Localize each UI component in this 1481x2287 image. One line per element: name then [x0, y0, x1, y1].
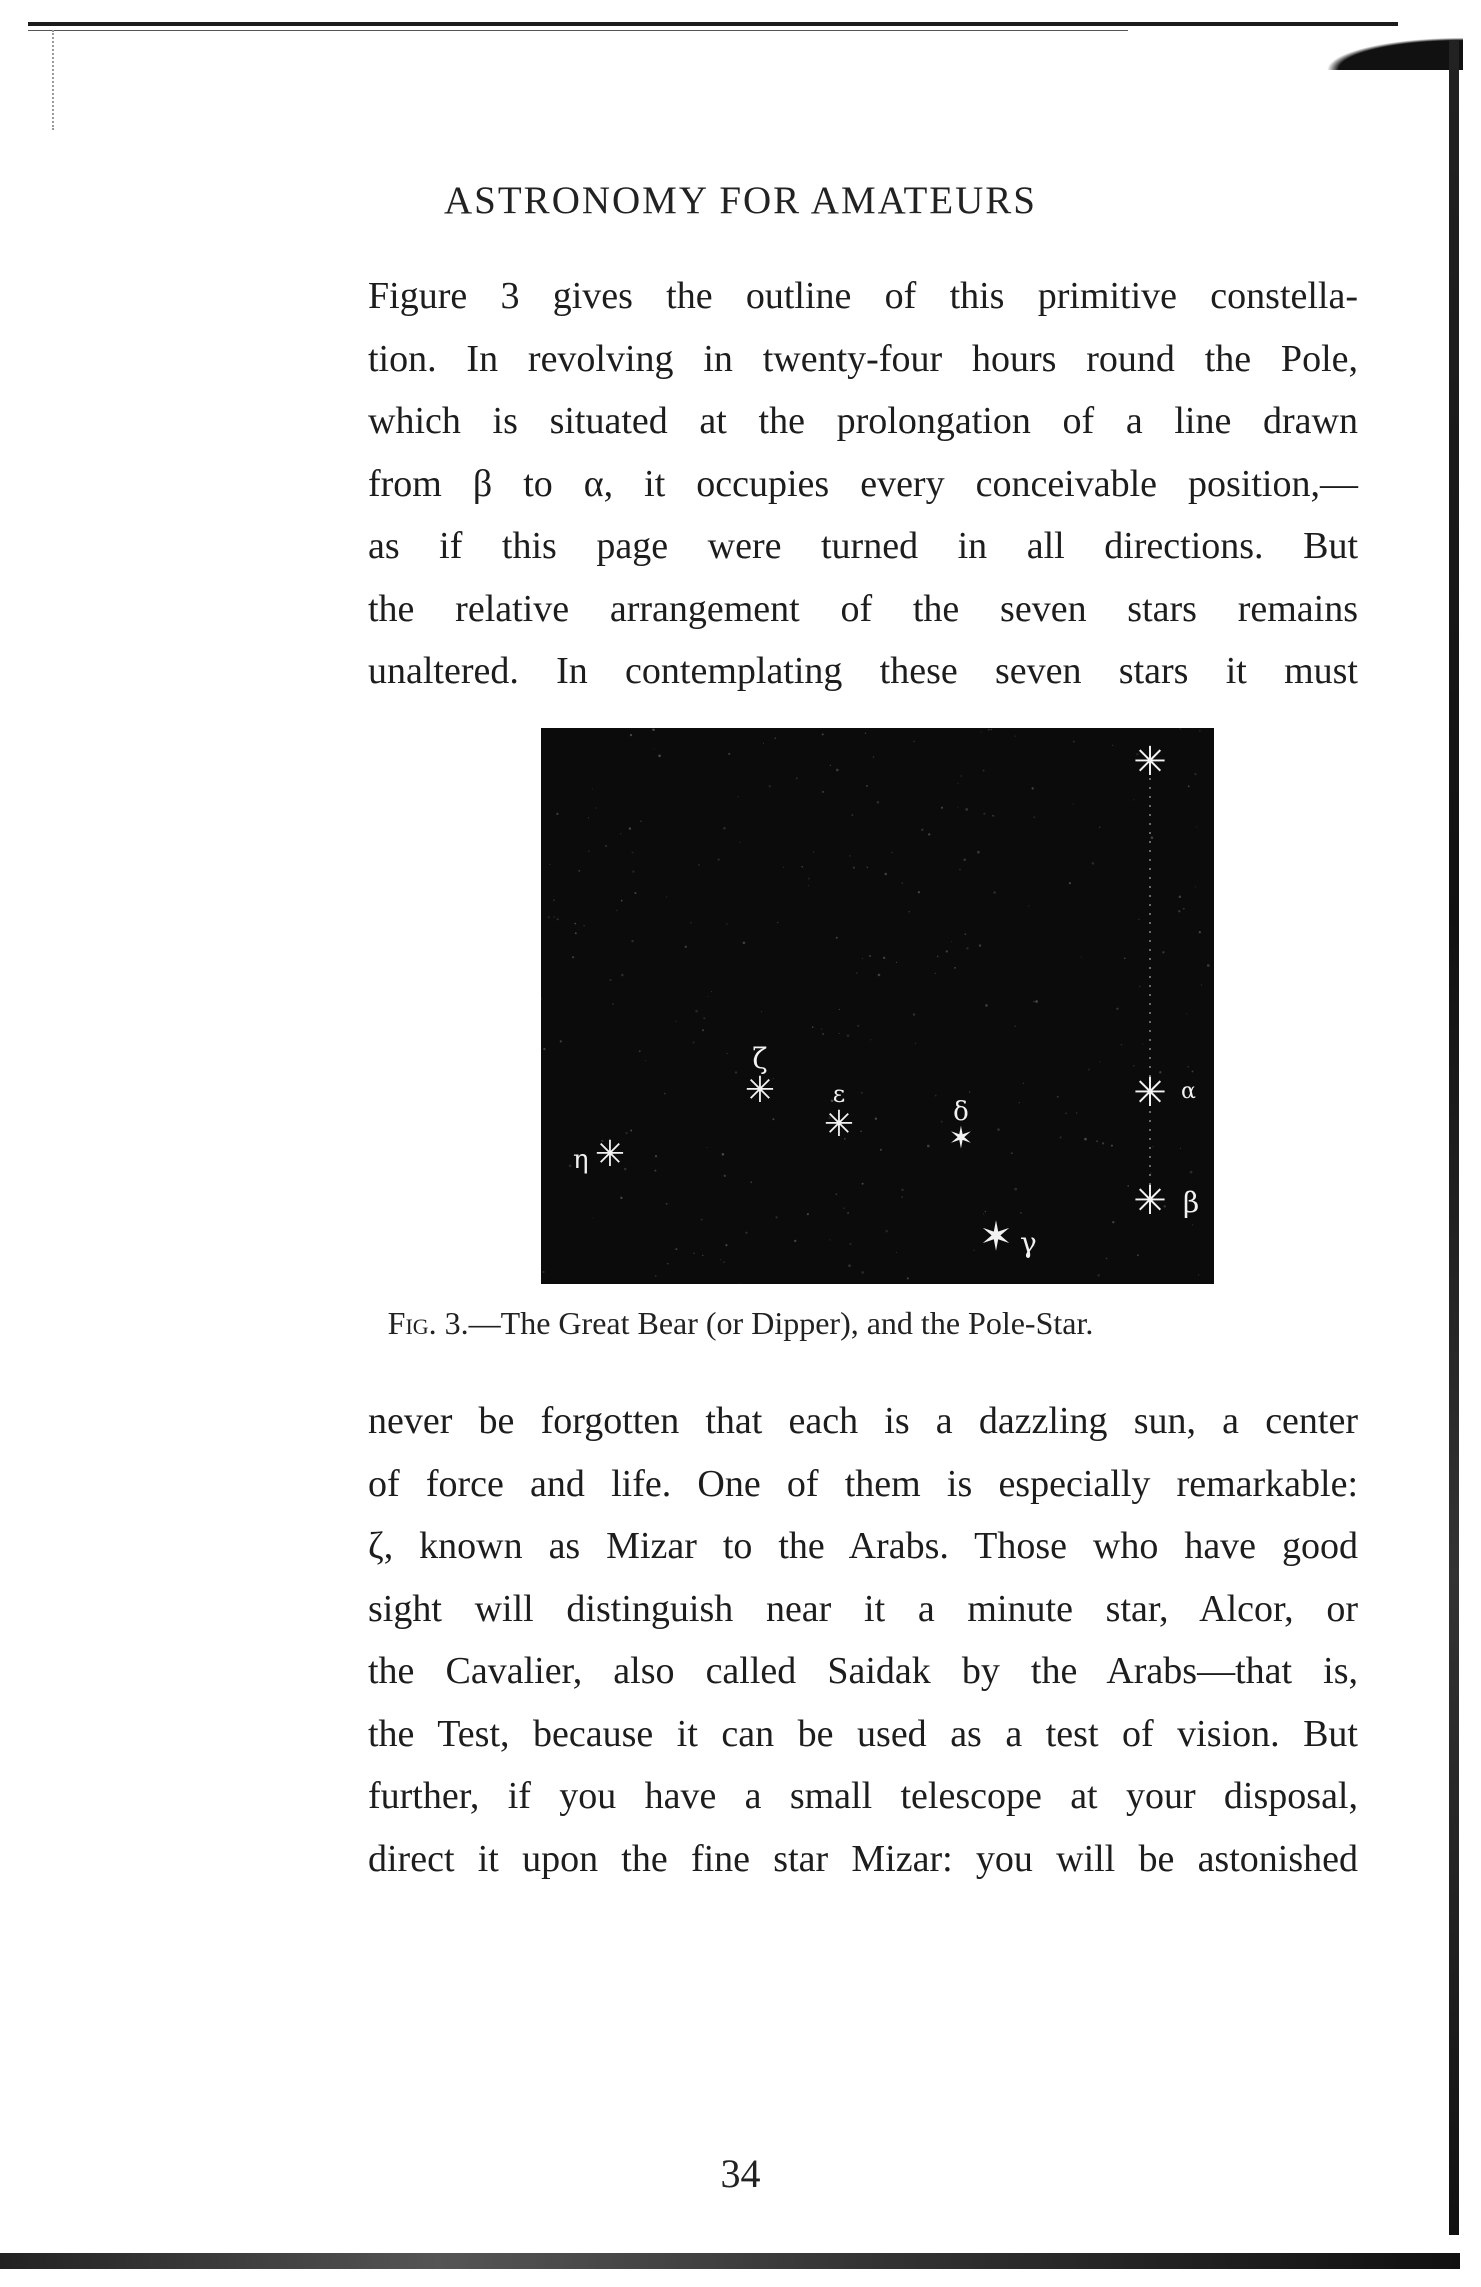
dust-speck [1180, 728, 1182, 730]
dust-speck [630, 734, 632, 736]
dust-speck [847, 1212, 849, 1214]
dust-speck [1106, 1258, 1108, 1260]
dust-speck [884, 873, 887, 876]
scan-top-rule-thin [28, 30, 1128, 31]
dust-speck [1192, 1224, 1193, 1225]
scan-bottom-edge [0, 2253, 1460, 2269]
dust-speck [578, 870, 580, 872]
dust-speck [745, 1232, 747, 1234]
dust-speck [981, 732, 982, 733]
dust-speck [777, 922, 778, 923]
eta-star-icon: ✳ [594, 1134, 626, 1175]
dust-speck [1150, 1173, 1151, 1174]
star-chart [541, 728, 1214, 1284]
dust-speck [723, 827, 726, 830]
dust-speck [666, 1203, 668, 1205]
dust-speck [1199, 730, 1200, 731]
dust-speck [621, 974, 624, 977]
text-line: unaltered. In contemplating these seven stars it must [368, 650, 1358, 692]
dust-speck [1023, 1083, 1024, 1084]
dust-speck [703, 1017, 705, 1019]
dust-speck [1186, 1013, 1187, 1014]
dust-speck [711, 991, 712, 992]
text-line: Figure 3 gives the outline of this primitive constella- [368, 275, 1358, 317]
dust-speck [726, 1053, 727, 1054]
running-title: ASTRONOMY FOR AMATEURS [444, 179, 1037, 222]
dust-speck [853, 867, 855, 869]
dust-speck [1084, 1138, 1087, 1141]
dust-speck [870, 1039, 871, 1040]
dust-speck [873, 756, 875, 758]
dust-speck [794, 1240, 796, 1242]
dust-speck [966, 947, 969, 950]
dust-speck [1196, 826, 1197, 827]
dust-speck [909, 911, 910, 912]
figure-caption [0, 1305, 1481, 1342]
dust-speck [1192, 1070, 1194, 1072]
text-line: direct it upon the fine star Mizar: you will be astonished [368, 1837, 1358, 1880]
text-line: the relative arrangement of the seven stars remains [368, 587, 1358, 630]
dust-speck [973, 1250, 974, 1251]
dust-speck [1116, 1008, 1118, 1010]
dust-speck [1014, 735, 1015, 736]
dust-speck [960, 775, 962, 777]
dust-speck [631, 940, 633, 942]
dust-speck [1065, 1113, 1066, 1114]
beta-label: β [1183, 1186, 1200, 1219]
dust-speck [702, 1029, 704, 1031]
dust-speck [1127, 1185, 1129, 1187]
text-line: sight will distinguish near it a minute star, Alcor, or [368, 1587, 1358, 1630]
dust-speck [652, 728, 655, 731]
dust-speck [1151, 836, 1154, 839]
dust-speck [946, 950, 948, 952]
dust-speck [595, 807, 596, 808]
dust-speck [954, 967, 956, 969]
great-bear-figure [541, 728, 1214, 1284]
dust-speck [698, 864, 700, 866]
dust-speck [658, 754, 661, 757]
dust-speck [1179, 896, 1182, 899]
dust-speck [941, 1121, 943, 1123]
dust-speck [1015, 1026, 1016, 1027]
dust-speck [695, 1010, 698, 1013]
dust-speck [901, 882, 903, 884]
dust-speck [808, 878, 810, 880]
dust-speck [856, 972, 858, 974]
dust-speck [572, 956, 574, 958]
dust-speck [655, 1275, 657, 1277]
dust-speck [1187, 1066, 1189, 1068]
dust-speck [691, 922, 692, 923]
dust-speck [639, 1050, 641, 1052]
dust-speck [685, 946, 687, 948]
dust-speck [991, 729, 992, 730]
dust-speck [1099, 826, 1101, 828]
dust-speck [738, 796, 739, 797]
dust-speck [761, 1011, 762, 1012]
dust-speck [655, 1155, 657, 1157]
dust-speck [621, 900, 623, 902]
dust-speck [877, 801, 880, 804]
dust-speck [1011, 1152, 1013, 1154]
dust-speck [645, 1060, 646, 1061]
dust-speck [1195, 886, 1196, 887]
dust-speck [592, 1217, 593, 1218]
dust-speck [625, 1132, 628, 1135]
dust-speck [612, 1003, 614, 1005]
dust-speck [875, 1117, 877, 1119]
dust-speck [862, 958, 863, 959]
dust-speck [1124, 957, 1126, 959]
dust-speck [1032, 787, 1034, 789]
text-line: the Cavalier, also called Saidak by the Arabs—that is, [368, 1650, 1358, 1692]
dust-speck [1133, 1065, 1134, 1066]
dust-speck [985, 1211, 986, 1212]
dust-speck [941, 807, 943, 809]
dust-speck [629, 827, 631, 829]
gamma-label: γ [1020, 1226, 1037, 1259]
dust-speck [743, 941, 746, 944]
dust-speck [1069, 882, 1071, 884]
dust-speck [739, 1283, 740, 1284]
dust-speck [739, 842, 740, 843]
dust-speck [702, 1255, 703, 1256]
dust-speck [860, 1130, 862, 1132]
dust-speck [1073, 741, 1075, 743]
dust-speck [1057, 1096, 1059, 1098]
dust-speck [907, 1277, 909, 1279]
dust-speck [1102, 1142, 1104, 1144]
dust-speck [718, 858, 720, 860]
dust-speck [896, 1252, 897, 1253]
dust-speck [985, 1004, 988, 1007]
text-line: which is situated at the prolongation of a line drawn [368, 400, 1358, 442]
zeta-star-icon: ✳ [744, 1070, 776, 1111]
gamma-star-icon: ✶ [979, 1214, 1013, 1260]
dust-speck [549, 864, 550, 865]
dust-speck [1188, 785, 1190, 787]
dust-speck [620, 1197, 622, 1199]
dust-speck [965, 933, 967, 935]
dust-speck [1112, 1221, 1114, 1223]
dust-speck [997, 1128, 1000, 1131]
dust-speck [763, 743, 764, 744]
dust-speck [556, 813, 558, 815]
text-line: of force and life. One of them is especially remarkable: [368, 1462, 1358, 1505]
dust-speck [583, 925, 584, 926]
dust-speck [883, 957, 885, 959]
dust-speck [796, 777, 798, 779]
dust-speck [1092, 862, 1095, 865]
dust-speck [620, 833, 622, 835]
dust-speck [848, 1264, 851, 1267]
dust-speck [935, 1095, 937, 1097]
text-line: the Test, because it can be used as a test of vision. But [368, 1712, 1358, 1755]
dust-speck [735, 1071, 737, 1073]
dust-speck [915, 1043, 916, 1044]
dust-speck [632, 870, 634, 872]
dust-speck [722, 1153, 725, 1156]
dust-speck [707, 996, 708, 997]
text-line: as if this page were turned in all directions. But [368, 525, 1358, 567]
dust-speck [667, 1263, 668, 1264]
paragraph-1 [368, 265, 1358, 703]
dust-speck [1081, 957, 1082, 958]
dust-speck [807, 1213, 809, 1215]
dust-speck [1183, 908, 1185, 910]
dust-speck [1098, 1274, 1100, 1276]
dust-speck [901, 1196, 902, 1197]
text-line: from β to α, it occupies every conceivable position,— [368, 462, 1358, 505]
dust-speck [1088, 1069, 1090, 1071]
dust-speck [880, 1149, 882, 1151]
dust-speck [728, 753, 730, 755]
scan-page-curl [1303, 32, 1463, 70]
dust-speck [843, 1207, 845, 1209]
dust-speck [849, 1243, 851, 1245]
dust-speck [1198, 1274, 1199, 1275]
dust-speck [588, 851, 589, 852]
alpha-label: α [1181, 1079, 1196, 1104]
dust-speck [959, 869, 961, 871]
dust-speck [630, 1129, 632, 1131]
dust-speck [1034, 816, 1035, 817]
dust-speck [1162, 951, 1164, 953]
dust-speck [857, 1025, 859, 1027]
dust-speck [808, 885, 809, 886]
dust-speck [725, 1244, 727, 1246]
dust-speck [861, 1092, 863, 1094]
dust-speck [869, 955, 871, 957]
dust-speck [605, 845, 607, 847]
dust-speck [616, 910, 617, 911]
dust-speck [775, 1216, 777, 1218]
dust-speck [1096, 1140, 1098, 1142]
dust-speck [707, 1147, 708, 1148]
dust-speck [861, 1271, 864, 1274]
dust-speck [575, 932, 577, 934]
dust-speck [957, 807, 958, 808]
dust-speck [1020, 1212, 1022, 1214]
dust-speck [1133, 799, 1134, 800]
dust-speck [557, 918, 559, 920]
dust-speck [1194, 773, 1196, 775]
dust-speck [822, 1033, 824, 1035]
dust-speck [951, 941, 952, 942]
dust-speck [878, 974, 881, 977]
dust-speck [927, 1145, 930, 1148]
dust-speck [769, 785, 771, 787]
dust-speck [542, 1271, 544, 1273]
dust-speck [1142, 1043, 1143, 1044]
dust-speck [1059, 1136, 1061, 1138]
dust-speck [812, 1026, 814, 1028]
dust-speck [720, 1259, 721, 1260]
dust-speck [801, 866, 803, 868]
dust-speck [588, 817, 589, 818]
dust-speck [918, 891, 920, 893]
dust-speck [901, 1189, 904, 1192]
dust-speck [783, 867, 784, 868]
dust-speck [693, 1041, 695, 1043]
dust-speck [632, 852, 634, 854]
dust-speck [829, 1239, 830, 1240]
caption-text: —The Great Bear (or Dipper), and the Pole-Star. [468, 1305, 1094, 1341]
dust-speck [822, 791, 824, 793]
delta-star-icon: ✶ [948, 1121, 974, 1156]
caption-figure-number: Fig. 3. [387, 1305, 469, 1341]
dust-speck [1100, 1061, 1101, 1062]
paragraph-2 [368, 1390, 1358, 1890]
dust-speck [1137, 1254, 1139, 1256]
alpha-star-icon: ✳ [1133, 1070, 1167, 1116]
dust-speck [634, 892, 636, 894]
dust-speck [983, 770, 985, 772]
dust-speck [1076, 1112, 1077, 1113]
pole-star-icon: ✳ [1133, 739, 1167, 785]
dust-speck [750, 1181, 752, 1183]
dust-speck [1178, 910, 1180, 912]
dust-speck [1112, 745, 1113, 746]
dust-speck [569, 1164, 572, 1167]
dust-speck [913, 1013, 915, 1015]
scan-top-rule [28, 22, 1398, 26]
dust-speck [1152, 1146, 1153, 1147]
dust-speck [1201, 984, 1202, 985]
dust-speck [1028, 905, 1029, 906]
dust-speck [977, 851, 980, 854]
dust-speck [836, 769, 839, 772]
dust-speck [866, 785, 868, 787]
dust-speck [1190, 1171, 1193, 1174]
dust-speck [830, 765, 831, 766]
dust-speck [835, 1193, 837, 1195]
dust-speck [1180, 1148, 1181, 1149]
epsilon-star-icon: ✳ [823, 1104, 855, 1145]
dust-speck [957, 783, 958, 784]
dust-speck [993, 891, 995, 893]
dust-speck [921, 829, 924, 832]
dust-speck [548, 916, 550, 918]
dust-speck [640, 820, 642, 822]
dust-speck [772, 1118, 774, 1120]
dust-speck [664, 1093, 665, 1094]
dust-speck [983, 813, 985, 815]
dust-speck [851, 814, 853, 816]
dust-speck [654, 1170, 656, 1172]
dust-speck [813, 851, 815, 853]
dust-speck [1033, 1001, 1034, 1002]
dust-speck [724, 1175, 726, 1177]
dust-speck [1121, 1044, 1123, 1046]
dust-speck [654, 748, 655, 749]
dust-speck [866, 867, 868, 869]
dust-speck [979, 944, 981, 946]
dust-speck [839, 1009, 840, 1010]
dust-speck [726, 923, 728, 925]
dust-speck [969, 1091, 970, 1092]
dust-speck [862, 1183, 864, 1185]
dust-speck [965, 808, 968, 811]
dust-speck [891, 852, 892, 853]
dust-speck [964, 859, 966, 861]
dust-speck [992, 815, 994, 817]
text-line: ζ, known as Mizar to the Arabs. Those who have good [368, 1525, 1358, 1567]
dust-speck [1207, 964, 1210, 967]
dust-speck [896, 962, 897, 963]
dust-speck [1111, 1145, 1113, 1147]
dust-speck [701, 1219, 703, 1221]
dust-speck [554, 916, 555, 917]
scan-left-marks [52, 30, 68, 130]
dust-speck [849, 855, 850, 856]
epsilon-label: ε [832, 1080, 846, 1108]
dust-speck [1035, 1000, 1038, 1003]
text-line: never be forgotten that each is a dazzling sun, a center [368, 1400, 1358, 1442]
scan-right-edge [1449, 40, 1459, 2235]
dust-speck [675, 1021, 677, 1023]
dust-speck [1014, 1188, 1017, 1191]
dust-speck [553, 899, 555, 901]
beta-star-icon: ✳ [1133, 1178, 1167, 1224]
dust-speck [988, 729, 990, 731]
dust-speck [913, 741, 915, 743]
dust-speck [839, 1033, 840, 1034]
text-line: further, if you have a small telescope at your disposal, [368, 1775, 1358, 1817]
dust-speck [574, 923, 576, 925]
dust-speck [592, 788, 593, 789]
dust-speck [560, 1040, 562, 1042]
dust-speck [543, 1048, 545, 1050]
dust-speck [666, 896, 667, 897]
zeta-label: ζ [752, 1042, 768, 1075]
dust-speck [928, 833, 930, 835]
dust-speck [847, 1034, 850, 1037]
dust-speck [1019, 1102, 1020, 1103]
dust-speck [836, 937, 838, 939]
page-number: 34 [720, 2151, 761, 2196]
dust-speck [723, 1261, 725, 1263]
dust-speck [1139, 986, 1141, 988]
dust-speck [822, 733, 824, 735]
dust-speck [935, 973, 936, 974]
text-line: tion. In revolving in twenty-four hours round the Pole, [368, 337, 1358, 380]
dust-speck [1138, 919, 1139, 920]
dust-speck [1199, 931, 1201, 933]
dust-speck [937, 956, 939, 958]
dust-speck [821, 1028, 822, 1029]
dust-speck [885, 1230, 888, 1233]
dust-speck [1072, 803, 1073, 804]
dust-speck [865, 733, 866, 734]
dust-speck [675, 1248, 677, 1250]
dust-speck [775, 737, 776, 738]
dust-speck [609, 979, 611, 981]
delta-label: δ [953, 1097, 969, 1127]
dust-speck [693, 1252, 695, 1254]
eta-label: η [573, 1145, 589, 1175]
